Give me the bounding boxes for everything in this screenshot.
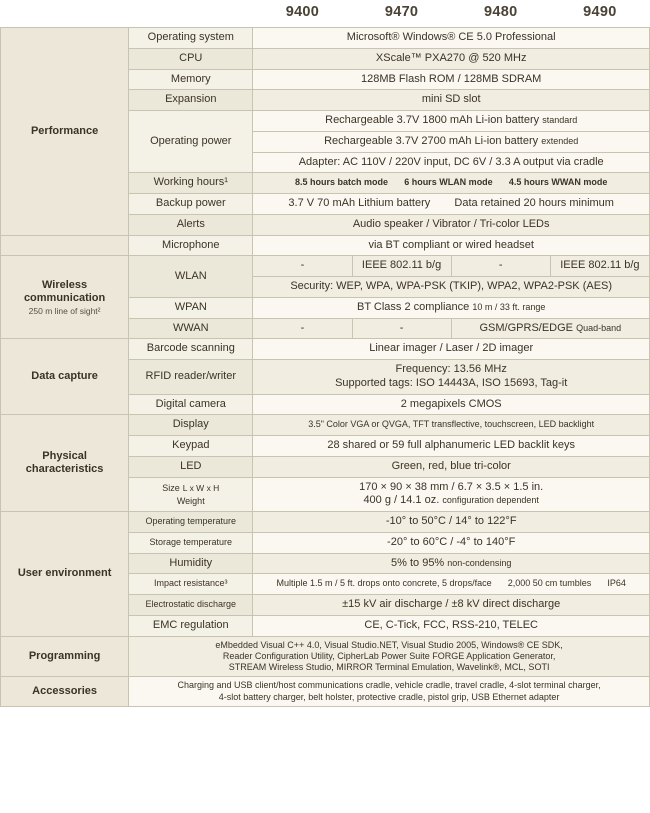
value-wwan-9400: - [253,318,352,339]
feature-cpu: CPU [129,48,253,69]
value-operating-power-extended [253,131,650,152]
value-wlan-9470: IEEE 802.11 b/g [352,256,451,277]
feature-emc-regulation: EMC regulation [129,615,253,636]
value-size: 170 × 90 × 38 mm / 6.7 × 3.5 × 1.5 in. [359,480,544,493]
value-wwan-9480 [451,318,649,339]
feature-size [133,482,248,496]
value-operating-temperature: -10° to 50°C / 14° to 122°F [253,512,650,533]
category-wireless-communication [1,256,129,339]
category-accessories: Accessories [1,677,129,707]
accessories-line-1: Charging and USB client/host communications cradle, vehicle cradle, travel cradle, 4-slot terminal charger, [177,680,601,691]
operating-power-standard-note: standard [542,115,578,126]
value-display [253,415,650,436]
value-size-weight [253,477,650,512]
feature-storage-temperature [129,532,253,553]
feature-operating-power: Operating power [129,111,253,173]
value-wlan-9490: IEEE 802.11 b/g [550,256,649,277]
rfid-frequency: Frequency: 13.56 MHz [395,363,507,376]
value-electrostatic-discharge: ±15 kV air discharge / ±8 kV direct discharge [253,595,650,616]
value-weight [257,494,645,508]
category-programming: Programming [1,636,129,677]
storage-temperature-label: Storage temperature [149,536,233,547]
display-text: 3.5" Color VGA or QVGA, TFT transflective, touchscreen, LED backlight [308,419,595,430]
value-wlan-9400: - [253,256,352,277]
accessories-line-2: 4-slot battery charger, belt holster, protective cradle, pistol grip, USB Ethernet adapter [218,691,560,702]
category-wireless-label: Wireless communication [23,278,106,305]
feature-impact-resistance [129,574,253,595]
value-barcode-scanning: Linear imager / Laser / 2D imager [253,339,650,360]
feature-size-weight [129,477,253,512]
feature-display: Display [129,415,253,436]
operating-power-standard-main: Rechargeable 3.7V 1800 mAh Li-ion battery [325,114,540,127]
feature-humidity: Humidity [129,553,253,574]
category-wireless-note: 250 m line of sight² [28,306,101,317]
humidity-main: 5% to 95% [391,556,445,569]
model-header-row [1,0,650,28]
wpan-note: 10 m / 33 ft. range [472,301,546,312]
feature-operating-system: Operating system [129,28,253,49]
value-operating-power-adapter: Adapter: AC 110V / 220V input, DC 6V / 3.3 A output via cradle [253,152,650,173]
working-hours-wwan: 4.5 hours WWAN mode [508,177,608,188]
programming-line-2: Reader Configuration Utility, CipherLab Power Suite FORGE Application Generator, [222,650,556,661]
feature-keypad: Keypad [129,436,253,457]
operating-power-extended-note: extended [541,135,579,146]
wpan-main: BT Class 2 compliance [356,300,470,313]
feature-rfid: RFID reader/writer [129,360,253,395]
feature-working-hours: Working hours¹ [129,173,253,194]
feature-led: LED [129,456,253,477]
category-performance: Performance [1,28,129,236]
table-row [1,235,650,256]
rfid-tags: Supported tags: ISO 14443A, ISO 15693, Tag-it [335,376,568,389]
value-digital-camera: 2 megapixels CMOS [253,394,650,415]
impact-ip-rating: IP64 [607,578,626,589]
value-cpu: XScale™ PXA270 @ 520 MHz [253,48,650,69]
impact-drops: Multiple 1.5 m / 5 ft. drops onto concrete, 5 drops/face [276,578,492,589]
value-led: Green, red, blue tri-color [253,456,650,477]
feature-electrostatic-discharge [129,595,253,616]
value-accessories [129,677,650,707]
value-operating-power-standard [253,111,650,132]
value-emc-regulation: CE, C-Tick, FCC, RSS-210, TELEC [253,615,650,636]
header-spacer-category [1,0,129,28]
value-keypad: 28 shared or 59 full alphanumeric LED backlit keys [253,436,650,457]
feature-expansion: Expansion [129,90,253,111]
working-hours-batch: 8.5 hours batch mode [295,177,389,188]
impact-resistance-label: Impact resistance³ [154,578,228,589]
value-expansion: mini SD slot [253,90,650,111]
value-alerts: Audio speaker / Vibrator / Tri-color LEDs [253,214,650,235]
value-rfid [253,360,650,395]
feature-wwan: WWAN [129,318,253,339]
operating-temperature-label: Operating temperature [145,516,237,527]
size-label: Size [162,482,180,493]
value-storage-temperature: -20° to 60°C / -4° to 140°F [253,532,650,553]
header-spacer-feature [129,0,253,28]
size-dimension-label: L x W x H [182,482,220,493]
model-9490: 9490 [550,0,649,28]
value-wlan-security: Security: WEP, WPA, WPA-PSK (TKIP), WPA2, WPA2-PSK (AES) [253,277,650,298]
value-microphone: via BT compliant or wired headset [253,235,650,256]
category-physical-characteristics: Physical characteristics [1,415,129,512]
feature-backup-power: Backup power [129,194,253,215]
operating-power-extended-main: Rechargeable 3.7V 2700 mAh Li-ion battery [324,134,539,147]
feature-operating-temperature [129,512,253,533]
humidity-note: non-condensing [447,557,512,568]
feature-wpan: WPAN [129,297,253,318]
wwan-9480-main: GSM/GPRS/EDGE [479,321,574,334]
value-impact-resistance [253,574,650,595]
value-humidity [253,553,650,574]
table-row [1,636,650,677]
feature-barcode-scanning: Barcode scanning [129,339,253,360]
value-programming [129,636,650,677]
category-performance-continued [1,235,129,256]
table-row [1,339,650,360]
table-row [1,677,650,707]
impact-tumbles: 2,000 50 cm tumbles [507,578,592,589]
table-row [1,28,650,49]
model-9470: 9470 [352,0,451,28]
category-user-environment: User environment [1,512,129,637]
feature-wlan: WLAN [129,256,253,298]
feature-digital-camera: Digital camera [129,394,253,415]
weight-main: 400 g / 14.1 oz. [363,494,440,507]
wwan-9480-note: Quad-band [576,322,622,333]
value-backup-power [253,194,650,215]
table-row [1,415,650,436]
value-working-hours [253,173,650,194]
backup-power-retention: Data retained 20 hours minimum [454,197,614,210]
value-operating-system: Microsoft® Windows® CE 5.0 Professional [253,28,650,49]
working-hours-wlan: 6 hours WLAN mode [404,177,493,188]
feature-microphone: Microphone [129,235,253,256]
model-9400: 9400 [253,0,352,28]
table-row [1,256,650,277]
programming-line-1: eMbedded Visual C++ 4.0, Visual Studio.NET, Visual Studio 2005, Windows® CE SDK, [215,639,563,650]
model-9480: 9480 [451,0,550,28]
value-wpan [253,297,650,318]
feature-alerts: Alerts [129,214,253,235]
weight-note: configuration dependent [442,495,539,506]
category-data-capture: Data capture [1,339,129,415]
value-memory: 128MB Flash ROM / 128MB SDRAM [253,69,650,90]
backup-power-battery: 3.7 V 70 mAh Lithium battery [288,197,431,210]
programming-line-3: STREAM Wireless Studio, MIRROR Terminal Emulation, Wavelink®, MCL, SOTI [228,662,550,673]
table-row [1,512,650,533]
feature-memory: Memory [129,69,253,90]
esd-label: Electrostatic discharge [145,599,237,610]
feature-weight: Weight [176,495,205,506]
value-wlan-9480: - [451,256,550,277]
value-wwan-9470: - [352,318,451,339]
